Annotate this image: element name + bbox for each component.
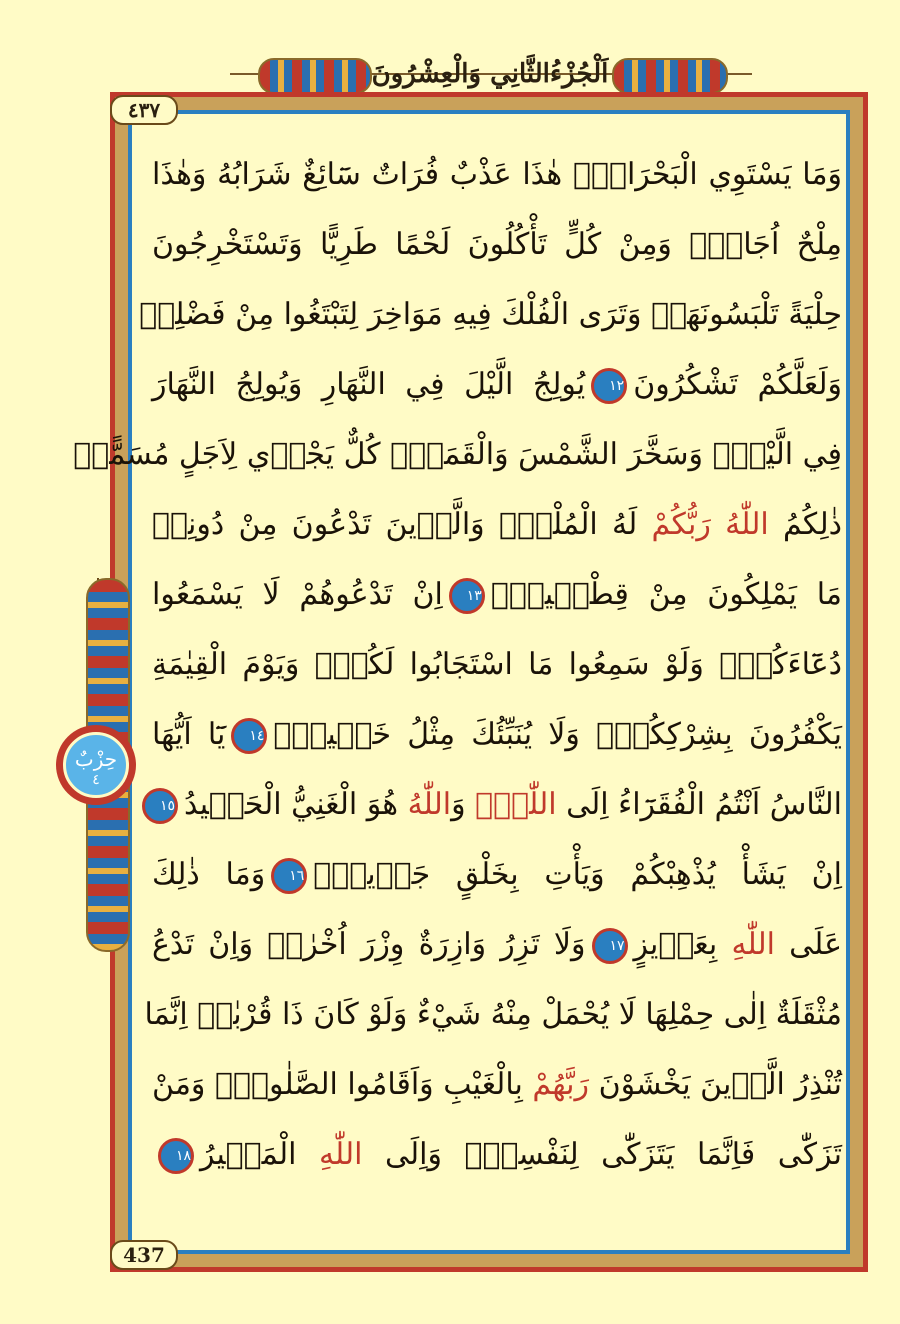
divine-name-text: اللّٰهُ (407, 787, 452, 822)
text-line (139, 280, 842, 350)
text-line (152, 210, 842, 280)
verse-text: وَلَعَلَّكُمْ تَشْكُرُونَ (633, 367, 843, 402)
verse-text: وَ (451, 787, 476, 822)
text-line (152, 560, 842, 630)
juz-title: اَلْجُزْءُالثَّانِي وَالْعِشْرُونَ (371, 59, 609, 89)
juz-header (230, 52, 752, 96)
text-line (152, 770, 842, 840)
divine-name-text: اللّٰهِ (731, 927, 775, 962)
divine-name-text: اللّٰهِۚ (475, 787, 557, 822)
verse-text: لَهُ الْمُلْكُۜ وَالَّذ۪ينَ تَدْعُونَ مِنْ دُونِه۪ (152, 507, 652, 542)
verse-text: مِلْحٌ اُجَاجٌۜ وَمِنْ كُلٍّ تَأْكُلُونَ لَحْمًا طَرِيًّا وَتَسْتَخْرِجُونَ (152, 227, 842, 262)
verse-text: بِعَز۪يزٍ (633, 927, 732, 962)
verse-text: عَلَى (774, 927, 842, 962)
ayah-number-marker: ١٢ (591, 368, 627, 404)
text-line (73, 420, 842, 490)
text-line (152, 630, 842, 700)
text-line (152, 490, 842, 560)
verse-text: مُثْقَلَةٌ اِلٰى حِمْلِهَا لَا يُحْمَلْ مِنْهُ شَيْءٌ وَلَوْ كَانَ ذَا قُرْبٰىۜ اِنَّمَا (144, 997, 842, 1032)
text-line (144, 980, 842, 1050)
verse-text: اِنْ يَشَأْ يُذْهِبْكُمْ وَيَأْتِ بِخَلْقٍ جَد۪يدٍۚ (313, 857, 842, 892)
text-line (152, 1050, 842, 1120)
text-line (152, 350, 842, 420)
ayah-number-marker: ١٦ (271, 858, 307, 894)
verse-text: ذٰلِكُمُ (768, 507, 842, 542)
ayah-number-marker: ١٤ (231, 718, 267, 754)
verse-text: اِنْ تَدْعُوهُمْ لَا يَسْمَعُوا (152, 577, 443, 612)
ayah-number-marker: ١٧ (592, 928, 628, 964)
ayah-number-marker: ١٨ (158, 1138, 194, 1174)
divine-name-text: رَبَّهُمْ (532, 1067, 590, 1102)
verse-text: تَزَكّٰى فَاِنَّمَا يَتَزَكّٰى لِنَفْسِه۪ۜ وَاِلَى (362, 1137, 842, 1172)
verse-text: فِي الَّيْلِۙ وَسَخَّرَ الشَّمْسَ وَالْقَمَرَۘ كُلٌّ يَجْر۪ي لِاَجَلٍ مُسَمًّىۜ (73, 437, 842, 472)
text-line (152, 1120, 842, 1190)
text-line (152, 700, 842, 770)
verse-text: النَّاسُ اَنْتُمُ الْفُقَرَٓاءُ اِلَى (556, 787, 842, 822)
hizb-number: ٤ (92, 772, 100, 788)
ayah-number-marker: ١٣ (449, 578, 485, 614)
verse-text: يَٓا اَيُّهَا (152, 717, 226, 752)
verse-text: يُولِجُ الَّيْلَ فِي النَّهَارِ وَيُولِجُ النَّهَارَ (152, 367, 586, 402)
divine-name-text: اللّٰهِ (318, 1137, 363, 1172)
verse-text: يَكْفُرُونَ بِشِرْكِكُمْۜ وَلَا يُنَبِّئُكَ مِثْلُ خَب۪يرٍ۟ (273, 717, 842, 752)
verse-text: حِلْيَةً تَلْبَسُونَهَاۚ وَتَرَى الْفُلْكَ فِيهِ مَوَاخِرَ لِتَبْتَغُوا مِنْ فَضْلِه۪ (139, 297, 842, 332)
hizb-word: حِزْبٌ (74, 747, 118, 771)
text-line (152, 840, 842, 910)
text-line (152, 140, 842, 210)
text-line (152, 910, 842, 980)
verse-text: بِالْغَيْبِ وَاَقَامُوا الصَّلٰوةَۜ وَمَنْ (152, 1067, 533, 1102)
verse-text: وَمَا يَسْتَوِي الْبَحْرَانِۗ هٰذَا عَذْبٌ فُرَاتٌ سَٓائِغٌ شَرَابُهُ وَهٰذَا (152, 157, 842, 192)
hizb-marker (56, 725, 136, 805)
page-number-arabic: ٤٣٧ (110, 95, 178, 125)
header-ornament-left (258, 58, 372, 94)
verse-text: الْمَص۪يرُ (200, 1137, 319, 1172)
header-ornament-right (612, 58, 728, 94)
page-number-latin: 437 (110, 1240, 178, 1270)
verse-text: هُوَ الْغَنِيُّ الْحَم۪يدُ (184, 787, 408, 822)
ayah-number-marker: ١٥ (142, 788, 178, 824)
verse-text: تُنْذِرُ الَّذ۪ينَ يَخْشَوْنَ (589, 1067, 842, 1102)
divine-name-text: اللّٰهُ رَبُّكُمْ (651, 507, 769, 542)
verse-text: مَا يَمْلِكُونَ مِنْ قِطْم۪يرٍۜ (490, 577, 842, 612)
verse-text: وَمَا ذٰلِكَ (152, 857, 266, 892)
verse-text: دُعَٓاءَكُمْۚ وَلَوْ سَمِعُوا مَا اسْتَجَابُوا لَكُمْۜ وَيَوْمَ الْقِيٰمَةِ (152, 647, 842, 682)
verse-text: وَلَا تَزِرُ وَازِرَةٌ وِزْرَ اُخْرٰىۜ وَاِنْ تَدْعُ (152, 927, 586, 962)
